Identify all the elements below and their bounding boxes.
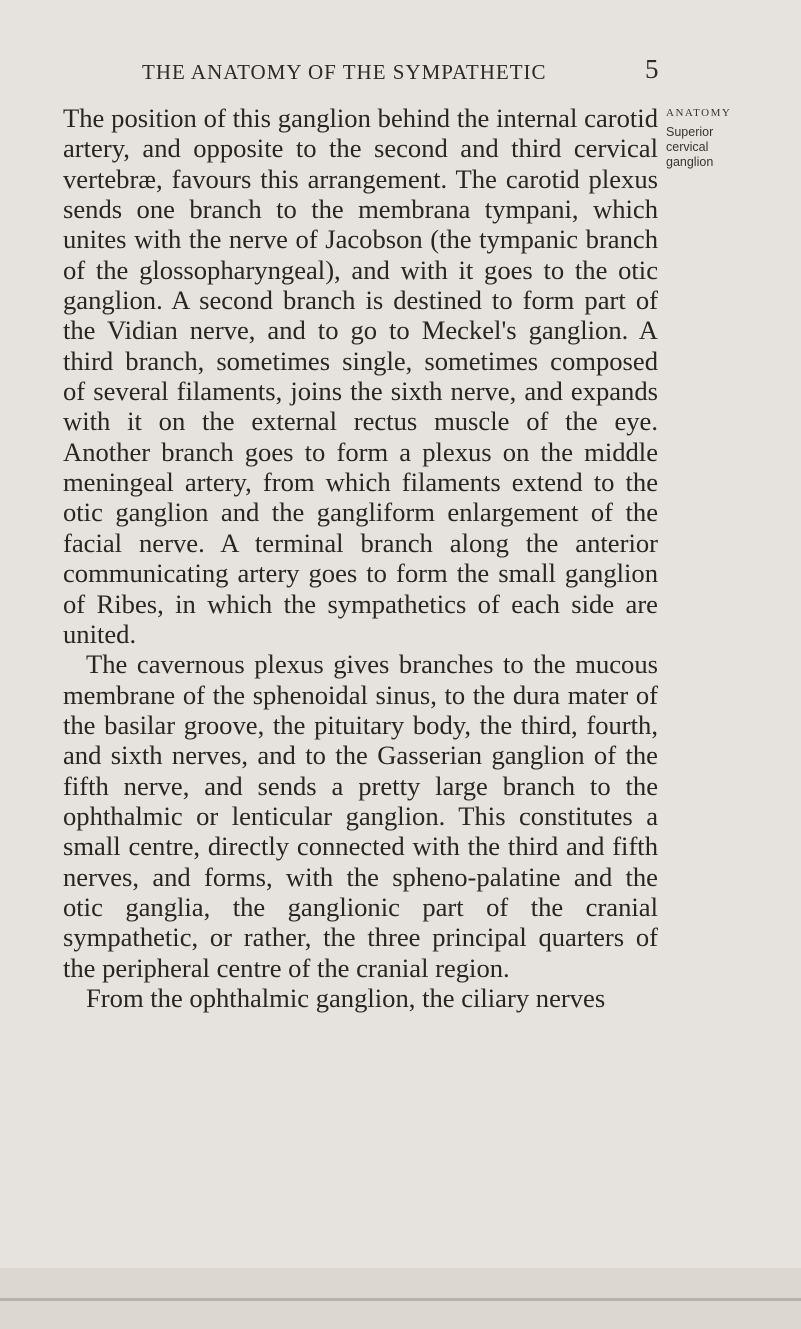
body-text	[63, 103, 658, 1013]
page-bottom-edge	[0, 1268, 801, 1329]
margin-note-line-3: ganglion	[666, 155, 714, 169]
paragraph-2: The cavernous plexus gives branches to the mucous membrane of the sphenoidal sinus, to the dura mater of the basilar groove, the pituitary body, the third, fourth, and sixth nerves, and to the Gasserian ganglion of the fifth nerve, and sends a pretty large branch to the ophthalmic or lenticular ganglion. This constitutes a small centre, directly connected with the third and fifth nerves, and forms, with the spheno-palatine and the otic ganglia, the ganglionic part of the cranial sympathetic, or rather, the three principal quarters of the peripheral centre of the cranial region.	[63, 649, 658, 983]
margin-note-section: ANATOMY	[666, 107, 732, 119]
margin-note	[666, 106, 746, 170]
running-head	[142, 60, 662, 85]
page-number: 5	[645, 54, 659, 84]
paragraph-3: From the ophthalmic ganglion, the ciliary nerves	[86, 982, 606, 1013]
paragraph-1: The position of this ganglion behind the internal carotid artery, and opposite to the second and third cervical vertebræ, favours this arrangement. The carotid plexus sends one branch to the membrana tympani, which unites with the nerve of Jacobson (the tympanic branch of the glossopharyngeal), and with it goes to the otic ganglion. A second branch is destined to form part of the Vidian nerve, and to go to Meckel's ganglion. A third branch, sometimes single, sometimes composed of several filaments, joins the sixth nerve, and expands with it on the external rectus muscle of the eye. Another branch goes to form a plexus on the middle meningeal artery, from which filaments extend to the otic ganglion and the gangliform enlargement of the facial nerve. A terminal branch along the anterior communicating artery goes to form the small ganglion of Ribes, in which the sympathetics of each side are united.	[63, 103, 658, 649]
margin-note-line-1: Superior	[666, 125, 714, 139]
margin-note-line-2: cervical	[666, 140, 709, 154]
bottom-rule	[0, 1298, 801, 1301]
running-title: THE ANATOMY OF THE SYMPATHETIC	[142, 60, 547, 84]
